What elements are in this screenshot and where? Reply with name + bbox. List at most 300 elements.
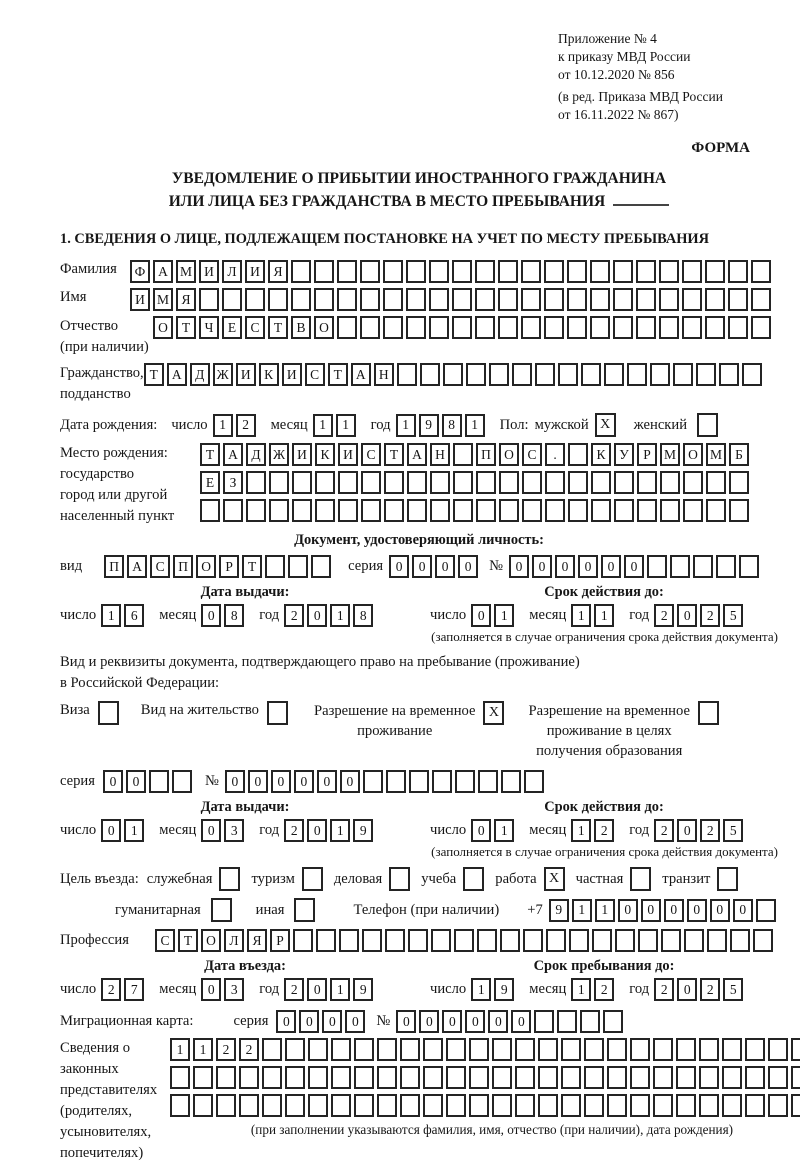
- char-box[interactable]: 8: [353, 604, 373, 627]
- char-box[interactable]: [535, 363, 555, 386]
- char-box[interactable]: [647, 555, 667, 578]
- char-box[interactable]: 2: [236, 414, 256, 437]
- char-box[interactable]: 0: [618, 899, 638, 922]
- char-box[interactable]: [453, 471, 473, 494]
- char-box[interactable]: Ж: [269, 443, 289, 466]
- char-box[interactable]: 2: [594, 978, 614, 1001]
- char-box[interactable]: 1: [595, 899, 615, 922]
- char-box[interactable]: [499, 499, 519, 522]
- char-box[interactable]: [288, 555, 308, 578]
- char-box[interactable]: [377, 1066, 397, 1089]
- char-box[interactable]: С: [245, 316, 265, 339]
- char-box[interactable]: 0: [511, 1010, 531, 1033]
- char-box[interactable]: [728, 316, 748, 339]
- char-box[interactable]: 3: [224, 978, 244, 1001]
- char-box[interactable]: 1: [213, 414, 233, 437]
- char-box[interactable]: [613, 288, 633, 311]
- visa-checkbox[interactable]: [98, 701, 119, 725]
- char-box[interactable]: О: [499, 443, 519, 466]
- char-box[interactable]: [524, 770, 544, 793]
- char-box[interactable]: [291, 288, 311, 311]
- char-box[interactable]: [558, 363, 578, 386]
- char-box[interactable]: 6: [124, 604, 144, 627]
- char-box[interactable]: [469, 1094, 489, 1117]
- char-box[interactable]: Е: [200, 471, 220, 494]
- purpose-humanitarian-checkbox[interactable]: [211, 898, 232, 922]
- char-box[interactable]: Я: [268, 260, 288, 283]
- char-box[interactable]: [452, 260, 472, 283]
- char-box[interactable]: [568, 443, 588, 466]
- char-box[interactable]: 0: [677, 819, 697, 842]
- char-box[interactable]: [568, 499, 588, 522]
- char-box[interactable]: [515, 1094, 535, 1117]
- char-box[interactable]: [407, 471, 427, 494]
- char-box[interactable]: [791, 1094, 800, 1117]
- char-box[interactable]: [515, 1038, 535, 1061]
- char-box[interactable]: А: [167, 363, 187, 386]
- char-box[interactable]: [400, 1094, 420, 1117]
- char-box[interactable]: 5: [723, 978, 743, 1001]
- char-box[interactable]: [216, 1094, 236, 1117]
- char-box[interactable]: П: [173, 555, 193, 578]
- char-box[interactable]: С: [305, 363, 325, 386]
- char-box[interactable]: [544, 316, 564, 339]
- char-box[interactable]: О: [201, 929, 221, 952]
- temp-residence-checkbox[interactable]: X: [483, 701, 504, 725]
- char-box[interactable]: [443, 363, 463, 386]
- char-box[interactable]: [544, 260, 564, 283]
- char-box[interactable]: [408, 929, 428, 952]
- char-box[interactable]: 5: [723, 819, 743, 842]
- char-box[interactable]: 0: [471, 604, 491, 627]
- char-box[interactable]: 0: [509, 555, 529, 578]
- char-box[interactable]: [745, 1066, 765, 1089]
- char-box[interactable]: 9: [419, 414, 439, 437]
- char-box[interactable]: [455, 770, 475, 793]
- char-box[interactable]: [534, 1010, 554, 1033]
- char-box[interactable]: [293, 929, 313, 952]
- char-box[interactable]: [683, 471, 703, 494]
- char-box[interactable]: [466, 363, 486, 386]
- char-box[interactable]: [523, 929, 543, 952]
- char-box[interactable]: Т: [144, 363, 164, 386]
- char-box[interactable]: [630, 1094, 650, 1117]
- char-box[interactable]: [454, 929, 474, 952]
- char-box[interactable]: [469, 1038, 489, 1061]
- char-box[interactable]: [362, 929, 382, 952]
- char-box[interactable]: Ж: [213, 363, 233, 386]
- char-box[interactable]: [216, 1066, 236, 1089]
- char-box[interactable]: 0: [412, 555, 432, 578]
- char-box[interactable]: 2: [101, 978, 121, 1001]
- char-box[interactable]: [501, 770, 521, 793]
- char-box[interactable]: [590, 288, 610, 311]
- char-box[interactable]: [696, 363, 716, 386]
- char-box[interactable]: [337, 288, 357, 311]
- char-box[interactable]: [446, 1066, 466, 1089]
- char-box[interactable]: М: [153, 288, 173, 311]
- char-box[interactable]: [607, 1066, 627, 1089]
- char-box[interactable]: 0: [201, 819, 221, 842]
- char-box[interactable]: [246, 471, 266, 494]
- char-box[interactable]: [291, 260, 311, 283]
- char-box[interactable]: [420, 363, 440, 386]
- char-box[interactable]: С: [522, 443, 542, 466]
- char-box[interactable]: [683, 499, 703, 522]
- char-box[interactable]: [269, 471, 289, 494]
- char-box[interactable]: 0: [442, 1010, 462, 1033]
- char-box[interactable]: И: [199, 260, 219, 283]
- char-box[interactable]: Д: [190, 363, 210, 386]
- char-box[interactable]: [607, 1094, 627, 1117]
- char-box[interactable]: Б: [729, 443, 749, 466]
- char-box[interactable]: [452, 316, 472, 339]
- char-box[interactable]: А: [223, 443, 243, 466]
- char-box[interactable]: [193, 1066, 213, 1089]
- char-box[interactable]: [475, 288, 495, 311]
- char-box[interactable]: [498, 288, 518, 311]
- char-box[interactable]: [446, 1094, 466, 1117]
- char-box[interactable]: [569, 929, 589, 952]
- char-box[interactable]: [384, 471, 404, 494]
- char-box[interactable]: [331, 1038, 351, 1061]
- char-box[interactable]: 1: [396, 414, 416, 437]
- char-box[interactable]: [592, 929, 612, 952]
- char-box[interactable]: [676, 1066, 696, 1089]
- char-box[interactable]: [285, 1038, 305, 1061]
- char-box[interactable]: 1: [170, 1038, 190, 1061]
- char-box[interactable]: Ч: [199, 316, 219, 339]
- char-box[interactable]: [676, 1038, 696, 1061]
- purpose-work-checkbox[interactable]: X: [544, 867, 565, 891]
- char-box[interactable]: 0: [458, 555, 478, 578]
- char-box[interactable]: [699, 1038, 719, 1061]
- char-box[interactable]: Т: [384, 443, 404, 466]
- char-box[interactable]: 1: [330, 819, 350, 842]
- char-box[interactable]: С: [361, 443, 381, 466]
- char-box[interactable]: [568, 471, 588, 494]
- char-box[interactable]: [791, 1038, 800, 1061]
- char-box[interactable]: [308, 1038, 328, 1061]
- char-box[interactable]: [452, 288, 472, 311]
- char-box[interactable]: [476, 499, 496, 522]
- char-box[interactable]: 2: [284, 978, 304, 1001]
- char-box[interactable]: Я: [247, 929, 267, 952]
- char-box[interactable]: 9: [549, 899, 569, 922]
- char-box[interactable]: [315, 471, 335, 494]
- char-box[interactable]: [567, 288, 587, 311]
- char-box[interactable]: [409, 770, 429, 793]
- char-box[interactable]: 2: [216, 1038, 236, 1061]
- char-box[interactable]: [590, 316, 610, 339]
- char-box[interactable]: [538, 1066, 558, 1089]
- char-box[interactable]: [429, 316, 449, 339]
- char-box[interactable]: [729, 499, 749, 522]
- char-box[interactable]: [423, 1094, 443, 1117]
- char-box[interactable]: [567, 260, 587, 283]
- char-box[interactable]: И: [292, 443, 312, 466]
- char-box[interactable]: [498, 260, 518, 283]
- char-box[interactable]: [361, 499, 381, 522]
- char-box[interactable]: П: [104, 555, 124, 578]
- char-box[interactable]: 2: [700, 978, 720, 1001]
- char-box[interactable]: Т: [200, 443, 220, 466]
- char-box[interactable]: [446, 1038, 466, 1061]
- char-box[interactable]: [522, 499, 542, 522]
- char-box[interactable]: [653, 1066, 673, 1089]
- char-box[interactable]: [475, 260, 495, 283]
- char-box[interactable]: [339, 929, 359, 952]
- char-box[interactable]: [499, 471, 519, 494]
- char-box[interactable]: Я: [176, 288, 196, 311]
- char-box[interactable]: А: [351, 363, 371, 386]
- char-box[interactable]: [453, 443, 473, 466]
- char-box[interactable]: 0: [601, 555, 621, 578]
- char-box[interactable]: [756, 899, 776, 922]
- char-box[interactable]: [636, 316, 656, 339]
- char-box[interactable]: [397, 363, 417, 386]
- char-box[interactable]: М: [176, 260, 196, 283]
- char-box[interactable]: Д: [246, 443, 266, 466]
- char-box[interactable]: [705, 260, 725, 283]
- char-box[interactable]: 5: [723, 604, 743, 627]
- char-box[interactable]: [521, 316, 541, 339]
- char-box[interactable]: Л: [222, 260, 242, 283]
- char-box[interactable]: [650, 363, 670, 386]
- char-box[interactable]: [500, 929, 520, 952]
- char-box[interactable]: [331, 1066, 351, 1089]
- char-box[interactable]: [521, 260, 541, 283]
- char-box[interactable]: 0: [294, 770, 314, 793]
- char-box[interactable]: Л: [224, 929, 244, 952]
- char-box[interactable]: [492, 1038, 512, 1061]
- char-box[interactable]: [361, 471, 381, 494]
- char-box[interactable]: [246, 499, 266, 522]
- char-box[interactable]: [722, 1066, 742, 1089]
- char-box[interactable]: К: [259, 363, 279, 386]
- char-box[interactable]: 7: [124, 978, 144, 1001]
- char-box[interactable]: [354, 1094, 374, 1117]
- char-box[interactable]: 1: [571, 978, 591, 1001]
- char-box[interactable]: Т: [178, 929, 198, 952]
- char-box[interactable]: 1: [330, 604, 350, 627]
- char-box[interactable]: [285, 1066, 305, 1089]
- char-box[interactable]: 1: [124, 819, 144, 842]
- char-box[interactable]: [557, 1010, 577, 1033]
- char-box[interactable]: [337, 260, 357, 283]
- char-box[interactable]: Н: [430, 443, 450, 466]
- char-box[interactable]: [716, 555, 736, 578]
- char-box[interactable]: [627, 363, 647, 386]
- edu-residence-checkbox[interactable]: [698, 701, 719, 725]
- char-box[interactable]: [383, 260, 403, 283]
- char-box[interactable]: З: [223, 471, 243, 494]
- char-box[interactable]: 0: [419, 1010, 439, 1033]
- char-box[interactable]: [498, 316, 518, 339]
- char-box[interactable]: [545, 499, 565, 522]
- char-box[interactable]: А: [153, 260, 173, 283]
- char-box[interactable]: [199, 288, 219, 311]
- char-box[interactable]: 0: [471, 819, 491, 842]
- char-box[interactable]: [591, 499, 611, 522]
- char-box[interactable]: К: [315, 443, 335, 466]
- char-box[interactable]: К: [591, 443, 611, 466]
- char-box[interactable]: [728, 288, 748, 311]
- char-box[interactable]: [239, 1066, 259, 1089]
- char-box[interactable]: И: [338, 443, 358, 466]
- char-box[interactable]: [659, 288, 679, 311]
- char-box[interactable]: [638, 929, 658, 952]
- char-box[interactable]: [331, 1094, 351, 1117]
- char-box[interactable]: [429, 260, 449, 283]
- char-box[interactable]: И: [236, 363, 256, 386]
- char-box[interactable]: 2: [239, 1038, 259, 1061]
- char-box[interactable]: [423, 1066, 443, 1089]
- char-box[interactable]: [538, 1038, 558, 1061]
- char-box[interactable]: [580, 1010, 600, 1033]
- char-box[interactable]: [314, 260, 334, 283]
- char-box[interactable]: 1: [101, 604, 121, 627]
- char-box[interactable]: 1: [571, 819, 591, 842]
- char-box[interactable]: В: [291, 316, 311, 339]
- char-box[interactable]: [149, 770, 169, 793]
- char-box[interactable]: 0: [624, 555, 644, 578]
- char-box[interactable]: [604, 363, 624, 386]
- char-box[interactable]: 1: [336, 414, 356, 437]
- char-box[interactable]: Р: [637, 443, 657, 466]
- char-box[interactable]: [591, 471, 611, 494]
- char-box[interactable]: [170, 1094, 190, 1117]
- char-box[interactable]: [659, 316, 679, 339]
- char-box[interactable]: 2: [594, 819, 614, 842]
- char-box[interactable]: [682, 260, 702, 283]
- char-box[interactable]: [515, 1066, 535, 1089]
- char-box[interactable]: И: [245, 260, 265, 283]
- char-box[interactable]: [742, 363, 762, 386]
- char-box[interactable]: [285, 1094, 305, 1117]
- char-box[interactable]: .: [545, 443, 565, 466]
- char-box[interactable]: 1: [471, 978, 491, 1001]
- char-box[interactable]: [682, 288, 702, 311]
- char-box[interactable]: [407, 499, 427, 522]
- char-box[interactable]: [636, 288, 656, 311]
- char-box[interactable]: [607, 1038, 627, 1061]
- char-box[interactable]: [377, 1038, 397, 1061]
- char-box[interactable]: [262, 1094, 282, 1117]
- char-box[interactable]: [707, 929, 727, 952]
- char-box[interactable]: [745, 1094, 765, 1117]
- char-box[interactable]: [314, 288, 334, 311]
- char-box[interactable]: 0: [687, 899, 707, 922]
- char-box[interactable]: [751, 260, 771, 283]
- char-box[interactable]: О: [683, 443, 703, 466]
- char-box[interactable]: [363, 770, 383, 793]
- char-box[interactable]: 9: [353, 819, 373, 842]
- char-box[interactable]: Н: [374, 363, 394, 386]
- char-box[interactable]: О: [196, 555, 216, 578]
- char-box[interactable]: П: [476, 443, 496, 466]
- char-box[interactable]: [637, 499, 657, 522]
- char-box[interactable]: 0: [555, 555, 575, 578]
- char-box[interactable]: 2: [700, 604, 720, 627]
- purpose-private-checkbox[interactable]: [630, 867, 651, 891]
- char-box[interactable]: [308, 1066, 328, 1089]
- char-box[interactable]: [673, 363, 693, 386]
- purpose-business-checkbox[interactable]: [389, 867, 410, 891]
- char-box[interactable]: [200, 499, 220, 522]
- char-box[interactable]: 2: [700, 819, 720, 842]
- char-box[interactable]: [406, 316, 426, 339]
- char-box[interactable]: 0: [396, 1010, 416, 1033]
- char-box[interactable]: [268, 288, 288, 311]
- char-box[interactable]: 8: [442, 414, 462, 437]
- char-box[interactable]: [636, 260, 656, 283]
- char-box[interactable]: [223, 499, 243, 522]
- char-box[interactable]: [469, 1066, 489, 1089]
- char-box[interactable]: [661, 929, 681, 952]
- char-box[interactable]: [492, 1066, 512, 1089]
- char-box[interactable]: [354, 1038, 374, 1061]
- char-box[interactable]: 0: [677, 604, 697, 627]
- char-box[interactable]: [730, 929, 750, 952]
- char-box[interactable]: [684, 929, 704, 952]
- char-box[interactable]: 0: [322, 1010, 342, 1033]
- char-box[interactable]: [406, 260, 426, 283]
- char-box[interactable]: Р: [219, 555, 239, 578]
- char-box[interactable]: [546, 929, 566, 952]
- char-box[interactable]: [521, 288, 541, 311]
- char-box[interactable]: О: [153, 316, 173, 339]
- char-box[interactable]: 0: [126, 770, 146, 793]
- char-box[interactable]: [429, 288, 449, 311]
- char-box[interactable]: [360, 260, 380, 283]
- char-box[interactable]: Т: [268, 316, 288, 339]
- char-box[interactable]: [262, 1066, 282, 1089]
- char-box[interactable]: 1: [571, 604, 591, 627]
- char-box[interactable]: 0: [307, 978, 327, 1001]
- char-box[interactable]: 8: [224, 604, 244, 627]
- char-box[interactable]: [745, 1038, 765, 1061]
- char-box[interactable]: 1: [594, 604, 614, 627]
- char-box[interactable]: 0: [276, 1010, 296, 1033]
- char-box[interactable]: 0: [578, 555, 598, 578]
- char-box[interactable]: [705, 316, 725, 339]
- char-box[interactable]: [676, 1094, 696, 1117]
- char-box[interactable]: [613, 316, 633, 339]
- char-box[interactable]: 3: [224, 819, 244, 842]
- char-box[interactable]: [659, 260, 679, 283]
- char-box[interactable]: [706, 471, 726, 494]
- char-box[interactable]: [670, 555, 690, 578]
- char-box[interactable]: [338, 471, 358, 494]
- char-box[interactable]: [719, 363, 739, 386]
- char-box[interactable]: 0: [307, 819, 327, 842]
- char-box[interactable]: [637, 471, 657, 494]
- char-box[interactable]: [729, 471, 749, 494]
- char-box[interactable]: [431, 929, 451, 952]
- char-box[interactable]: [751, 288, 771, 311]
- char-box[interactable]: 2: [654, 604, 674, 627]
- char-box[interactable]: [791, 1066, 800, 1089]
- char-box[interactable]: [292, 499, 312, 522]
- char-box[interactable]: [615, 929, 635, 952]
- char-box[interactable]: 0: [101, 819, 121, 842]
- residence-permit-checkbox[interactable]: [267, 701, 288, 725]
- char-box[interactable]: 0: [488, 1010, 508, 1033]
- char-box[interactable]: Р: [270, 929, 290, 952]
- char-box[interactable]: 0: [677, 978, 697, 1001]
- char-box[interactable]: О: [314, 316, 334, 339]
